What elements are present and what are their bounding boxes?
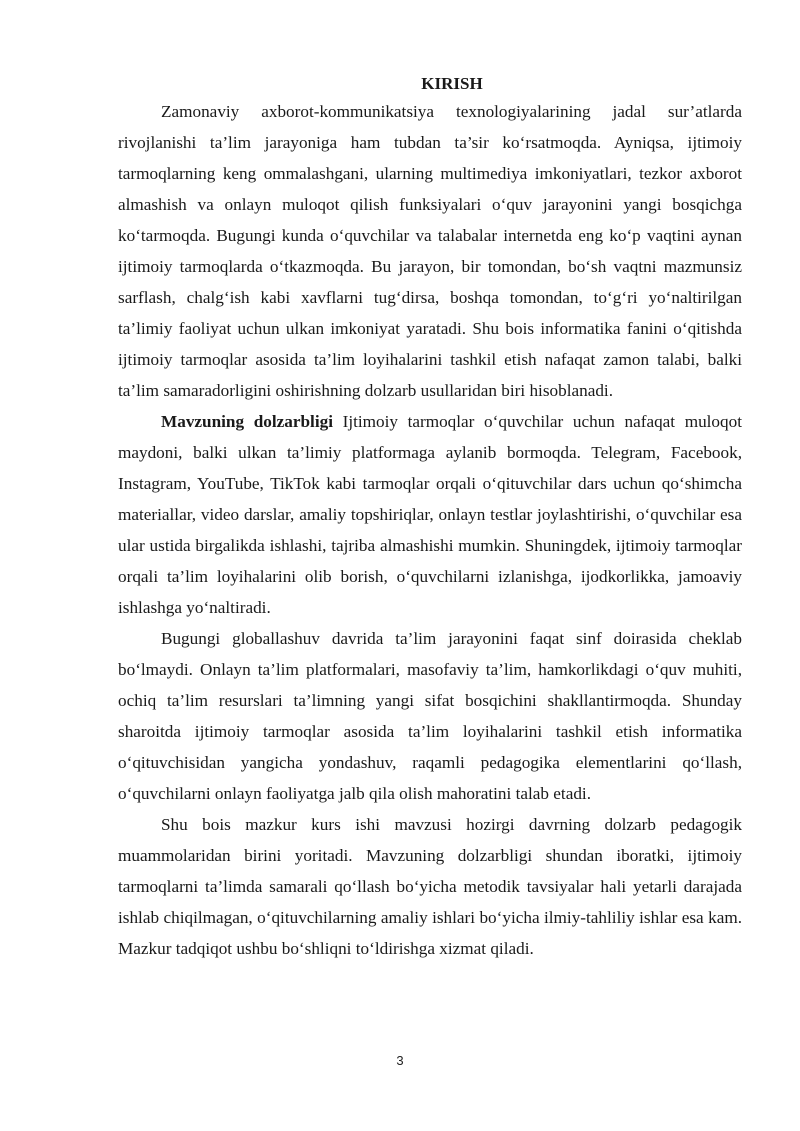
paragraph-lead-relevance: Mavzuning dolzarbligi xyxy=(161,412,333,431)
paragraph-text: Bugungi globallashuv davrida ta’lim jarayonini faqat sinf doirasida cheklab bo‘lmaydi. Onlayn ta’lim platformalari, masofaviy ta’lim, hamkorlikdagi o‘quv muhiti, ochiq ta’lim resurslari ta’limning yangi sifat bosqichini shakllantirmoqda. Shunday sharoitda ijtimoiy tarmoqlar asosida ta’lim loyihalarini tashkil etish informatika o‘qituvchisidan yangicha yondashuv, raqamli pedagogika elementlarini qo‘llash, o‘quvchilarni onlayn faoliyatga jalb qila olish mahoratini talab etadi. xyxy=(118,629,742,803)
paragraph-conclusion xyxy=(118,809,742,964)
paragraph-text: Zamonaviy axborot-kommunikatsiya texnologiyalarining jadal sur’atlarda rivojlanishi ta’lim jarayoniga ham tubdan ta’sir ko‘rsatmoqda. Ayniqsa, ijtimoiy tarmoqlarning keng ommalashgani, ularning multimediya imkoniyatlari, tezkor axborot almashish va onlayn muloqot qilish funksiyalari o‘quv jarayonini yangi bosqichga ko‘tarmoqda. Bugungi kunda o‘quvchilar va talabalar internetda eng ko‘p vaqtini aynan ijtimoiy tarmoqlarda o‘tkazmoqda. Bu jarayon, bir tomondan, bo‘sh vaqtni mazmunsiz sarflash, chalg‘ish kabi xavflarni tug‘dirsa, boshqa tomondan, to‘g‘ri yo‘naltirilgan ta’limiy faoliyat uchun ulkan imkoniyat yaratadi. Shu bois informatika fanini o‘qitishda ijtimoiy tarmoqlar asosida ta’lim loyihalarini tashkil etish nafaqat zamon talabi, balki ta’lim samaradorligini oshirishning dolzarb usullaridan biri hisoblanadi. xyxy=(118,102,742,400)
paragraph-relevance xyxy=(118,406,742,623)
paragraph-text: Ijtimoiy tarmoqlar o‘quvchilar uchun nafaqat muloqot maydoni, balki ulkan ta’limiy platformaga aylanib bormoqda. Telegram, Facebook, Instagram, YouTube, TikTok kabi tarmoqlar orqali o‘qituvchilar dars uchun qo‘shimcha materiallar, video darslar, amaliy topshiriqlar, onlayn testlar joylashtirishi, o‘quvchilar esa ular ustida birgalikda ishlashi, tajriba almashishi mumkin. Shuningdek, ijtimoiy tarmoqlar orqali ta’lim loyihalarini olib borish, o‘quvchilarni izlanishga, ijodkorlikka, jamoaviy ishlashga yo‘naltiradi. xyxy=(118,412,742,617)
paragraph-introduction xyxy=(118,96,742,406)
section-title: KIRISH xyxy=(421,74,483,93)
page-number: 3 xyxy=(396,1053,404,1068)
document-page xyxy=(118,72,742,964)
paragraph-text: Shu bois mazkur kurs ishi mavzusi hozirgi davrning dolzarb pedagogik muammolaridan birini yoritadi. Mavzuning dolzarbligi shundan iboratki, ijtimoiy tarmoqlarni ta’limda samarali qo‘llash bo‘yicha metodik tavsiyalar hali yetarli darajada ishlab chiqilmagan, o‘qituvchilarning amaliy ishlari bo‘yicha ilmiy-tahliliy ishlar esa kam. Mazkur tadqiqot ushbu bo‘shliqni to‘ldirishga xizmat qiladi. xyxy=(118,815,742,958)
paragraph-globalization xyxy=(118,623,742,809)
